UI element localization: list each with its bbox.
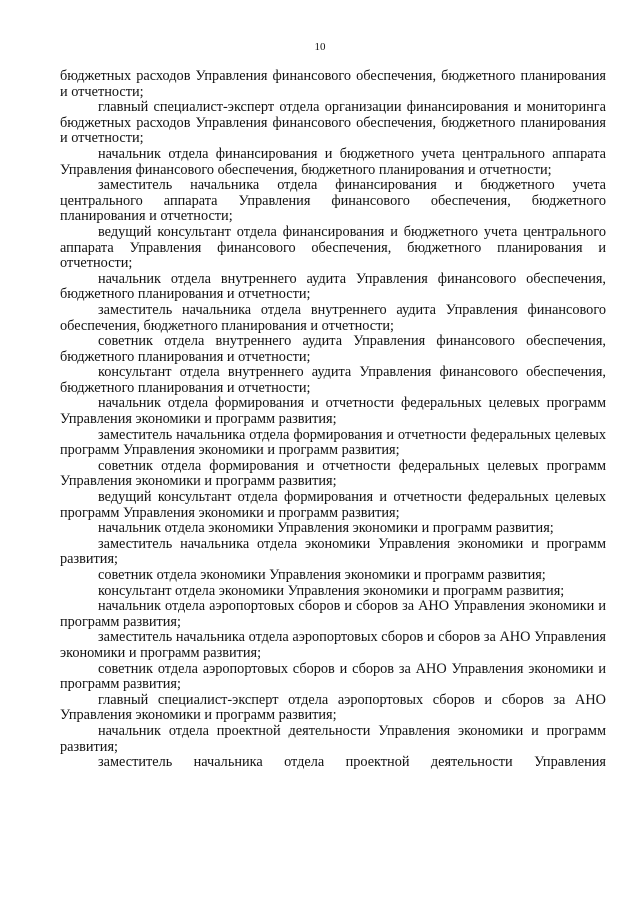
document-body: [60, 69, 606, 771]
list-item: заместитель начальника отдела аэропортовых сборов и сборов за АНО Управления экономики и программ развития;: [60, 629, 606, 661]
list-item: начальник отдела формирования и отчетности федеральных целевых программ Управления экономики и программ развития;: [60, 395, 606, 428]
list-item: начальник отдела финансирования и бюджетного учета центрального аппарата Управления финансового обеспечения, бюджетного планирования и отчетности;: [60, 145, 606, 178]
list-item: главный специалист-эксперт отдела организации финансирования и мониторинга бюджетных расходов Управления финансового обеспечения, бюджетного планирования и отчетности;: [60, 99, 606, 147]
list-item: заместитель начальника отдела финансирования и бюджетного учета центрального аппарата Управления финансового обеспечения, бюджетного планирования и отчетности;: [60, 177, 606, 225]
list-item: начальник отдела аэропортовых сборов и сборов за АНО Управления экономики и программ развития;: [60, 598, 606, 630]
page-number: 10: [314, 41, 326, 53]
list-item: главный специалист-эксперт отдела аэропортовых сборов и сборов за АНО Управления экономики и программ развития;: [60, 691, 606, 724]
list-item: начальник отдела проектной деятельности Управления экономики и программ развития;: [60, 722, 606, 755]
list-item: консультант отдела внутреннего аудита Управления финансового обеспечения, бюджетного планирования и отчетности;: [60, 364, 606, 396]
list-item: заместитель начальника отдела формирования и отчетности федеральных целевых программ Управления экономики и программ развития;: [60, 426, 606, 459]
list-item: консультант отдела экономики Управления экономики и программ развития;: [98, 582, 565, 599]
list-item: советник отдела формирования и отчетности федеральных целевых программ Управления экономики и программ развития;: [60, 457, 606, 490]
list-item: заместитель начальника отдела проектной деятельности Управления: [98, 754, 606, 771]
list-item: бюджетных расходов Управления финансового обеспечения, бюджетного планирования и отчетности;: [60, 68, 606, 100]
list-item: заместитель начальника отдела внутреннего аудита Управления финансового обеспечения, бюджетного планирования и отчетности;: [60, 301, 606, 334]
list-item: советник отдела внутреннего аудита Управления финансового обеспечения, бюджетного планирования и отчетности;: [60, 333, 606, 365]
list-item: ведущий консультант отдела финансирования и бюджетного учета центрального аппарата Управления финансового обеспечения, бюджетного планирования и отчетности;: [60, 223, 606, 272]
list-item: ведущий консультант отдела формирования и отчетности федеральных целевых программ Управления экономики и программ развития;: [60, 489, 606, 521]
list-item: советник отдела аэропортовых сборов и сборов за АНО Управления экономики и программ развития;: [60, 660, 606, 693]
list-item: советник отдела экономики Управления экономики и программ развития;: [98, 567, 546, 583]
list-item: заместитель начальника отдела экономики Управления экономики и программ развития;: [60, 535, 606, 568]
list-item: начальник отдела внутреннего аудита Управления финансового обеспечения, бюджетного планирования и отчетности;: [60, 270, 606, 303]
list-item: начальник отдела экономики Управления экономики и программ развития;: [98, 520, 554, 537]
